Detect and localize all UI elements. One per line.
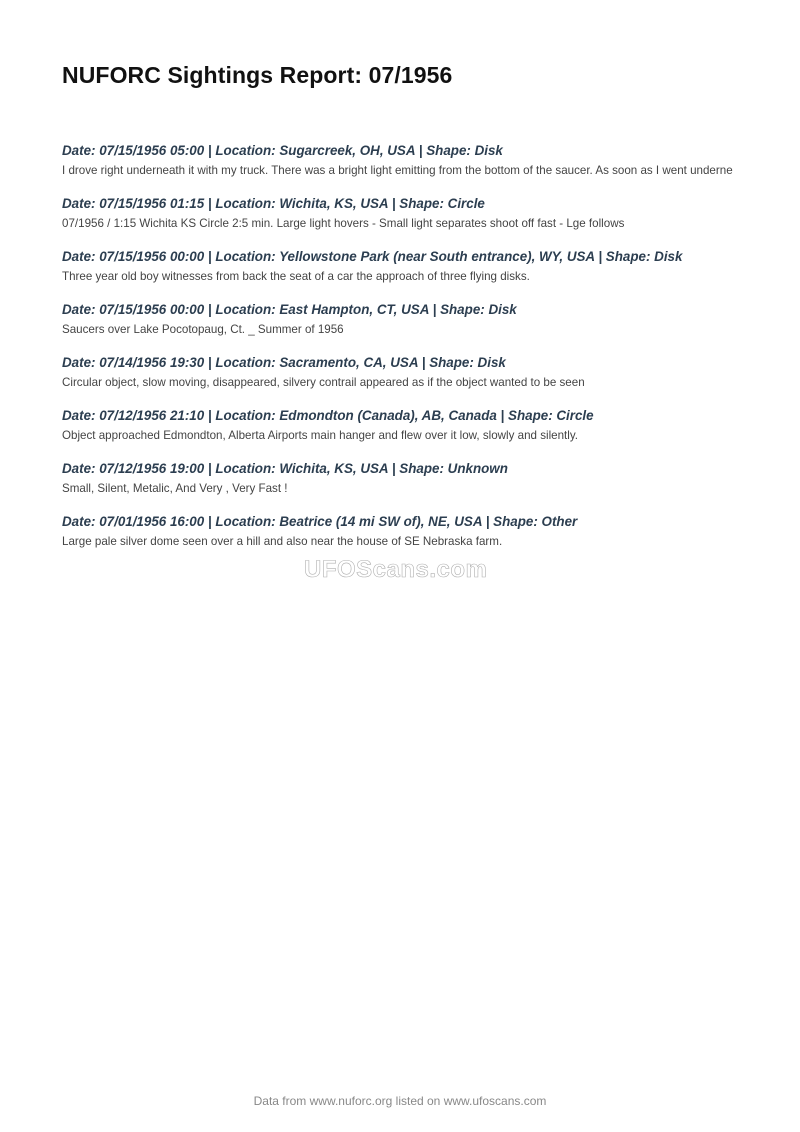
report-heading: Date: 07/15/1956 01:15 | Location: Wichita, KS, USA | Shape: Circle xyxy=(62,196,485,211)
report-heading: Date: 07/12/1956 21:10 | Location: Edmondton (Canada), AB, Canada | Shape: Circle xyxy=(62,408,594,423)
report-entry xyxy=(62,249,742,285)
report-heading: Date: 07/01/1956 16:00 | Location: Beatrice (14 mi SW of), NE, USA | Shape: Other xyxy=(62,514,578,529)
report-summary: Saucers over Lake Pocotopaug, Ct. _ Summer of 1956 xyxy=(62,323,344,336)
report-summary: Large pale silver dome seen over a hill and also near the house of SE Nebraska farm. xyxy=(62,535,503,548)
report-entry xyxy=(62,302,742,338)
report-heading: Date: 07/15/1956 05:00 | Location: Sugarcreek, OH, USA | Shape: Disk xyxy=(62,143,503,158)
page-title: NUFORC Sightings Report: 07/1956 xyxy=(62,62,453,88)
report-summary: Three year old boy witnesses from back the seat of a car the approach of three flying disks. xyxy=(62,270,530,283)
report-heading: Date: 07/12/1956 19:00 | Location: Wichita, KS, USA | Shape: Unknown xyxy=(62,461,508,476)
report-summary: Circular object, slow moving, disappeared, silvery contrail appeared as if the object wanted to be seen xyxy=(62,376,585,389)
page-footer: Data from www.nuforc.org listed on www.ufoscans.com xyxy=(253,1094,547,1108)
report-summary: Object approached Edmondton, Alberta Airports main hanger and flew over it low, slowly and silently. xyxy=(62,429,578,442)
report-summary: I drove right underneath it with my truck. There was a bright light emitting from the bottom of the saucer. As soon as I went underne xyxy=(62,164,733,177)
report-entry xyxy=(62,196,742,232)
report-entry xyxy=(62,143,742,179)
report-entry xyxy=(62,408,742,444)
report-entry xyxy=(62,514,742,550)
report-heading: Date: 07/15/1956 00:00 | Location: East Hampton, CT, USA | Shape: Disk xyxy=(62,302,517,317)
watermark: UFOScans.com xyxy=(304,556,488,583)
report-heading: Date: 07/15/1956 00:00 | Location: Yellowstone Park (near South entrance), WY, USA | Shape: Disk xyxy=(62,249,683,264)
report-entry xyxy=(62,355,742,391)
report-entry xyxy=(62,461,742,497)
report-summary: 07/1956 / 1:15 Wichita KS Circle 2:5 min. Large light hovers - Small light separates shoot off fast - Lge follows xyxy=(62,217,625,230)
report-heading: Date: 07/14/1956 19:30 | Location: Sacramento, CA, USA | Shape: Disk xyxy=(62,355,506,370)
report-list xyxy=(62,143,742,567)
report-summary: Small, Silent, Metalic, And Very , Very Fast ! xyxy=(62,482,288,495)
